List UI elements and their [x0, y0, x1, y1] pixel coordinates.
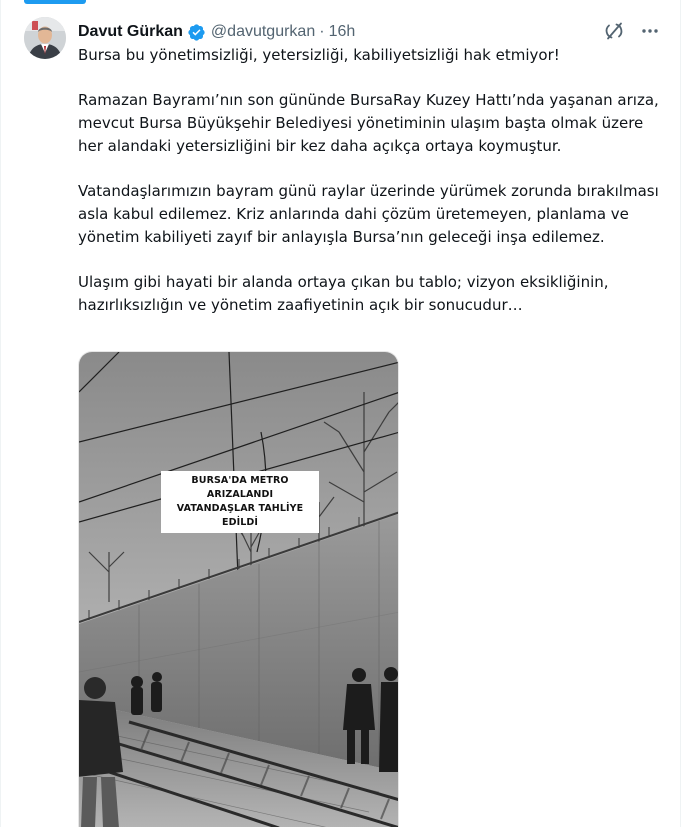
caption-line-2: VATANDAŞLAR TAHLİYE EDİLDİ — [176, 503, 304, 528]
author-handle[interactable]: @davutgurkan — [210, 23, 316, 40]
separator: · — [319, 23, 325, 40]
avatar-image — [24, 17, 66, 59]
grok-icon — [604, 21, 624, 41]
timestamp[interactable]: 16h — [328, 23, 356, 40]
tweet-paragraph: Ulaşım gibi hayati bir alanda ortaya çıkan bu tablo; vizyon eksikliğinin, hazırlıksızlığın ve yönetim zaafiyetinin açık bir sonucudur… — [78, 273, 609, 314]
video-frame — [79, 352, 399, 827]
avatar[interactable] — [24, 17, 66, 59]
grok-button[interactable] — [603, 20, 625, 42]
tweet-paragraph: Bursa bu yönetimsizliği, yetersizliği, kabiliyetsizliği hak etmiyor! — [78, 46, 560, 64]
tweet-paragraph: Vatandaşlarımızın bayram günü raylar üzerinde yürümek zorunda bırakılması asla kabul edilemez. Kriz anlarında dahi çözüm üretemeyen, planlama ve yönetim kabiliyeti zayıf bir anlayışla Bursa’nın geleceği inşa edilemez. — [78, 182, 659, 246]
more-icon — [640, 21, 660, 41]
verified-badge-icon — [187, 23, 206, 42]
tweet-header — [78, 20, 661, 44]
tweet-paragraph: Ramazan Bayramı’nın son gününde BursaRay Kuzey Hattı’nda yaşanan arıza, mevcut Bursa Büyükşehir Belediyesi yönetiminin ulaşım başta olmak üzere her alandaki yetersizliğini bir kez daha açıkça ortaya koymuştur. — [78, 91, 659, 155]
tweet-text — [78, 44, 668, 317]
caption-line-1: BURSA'DA METRO ARIZALANDI — [191, 475, 289, 500]
media-video[interactable] — [78, 351, 399, 827]
author-name[interactable]: Davut Gürkan — [78, 23, 183, 40]
more-button[interactable] — [639, 20, 661, 42]
tweet-actions — [603, 20, 661, 42]
video-caption — [161, 471, 319, 533]
